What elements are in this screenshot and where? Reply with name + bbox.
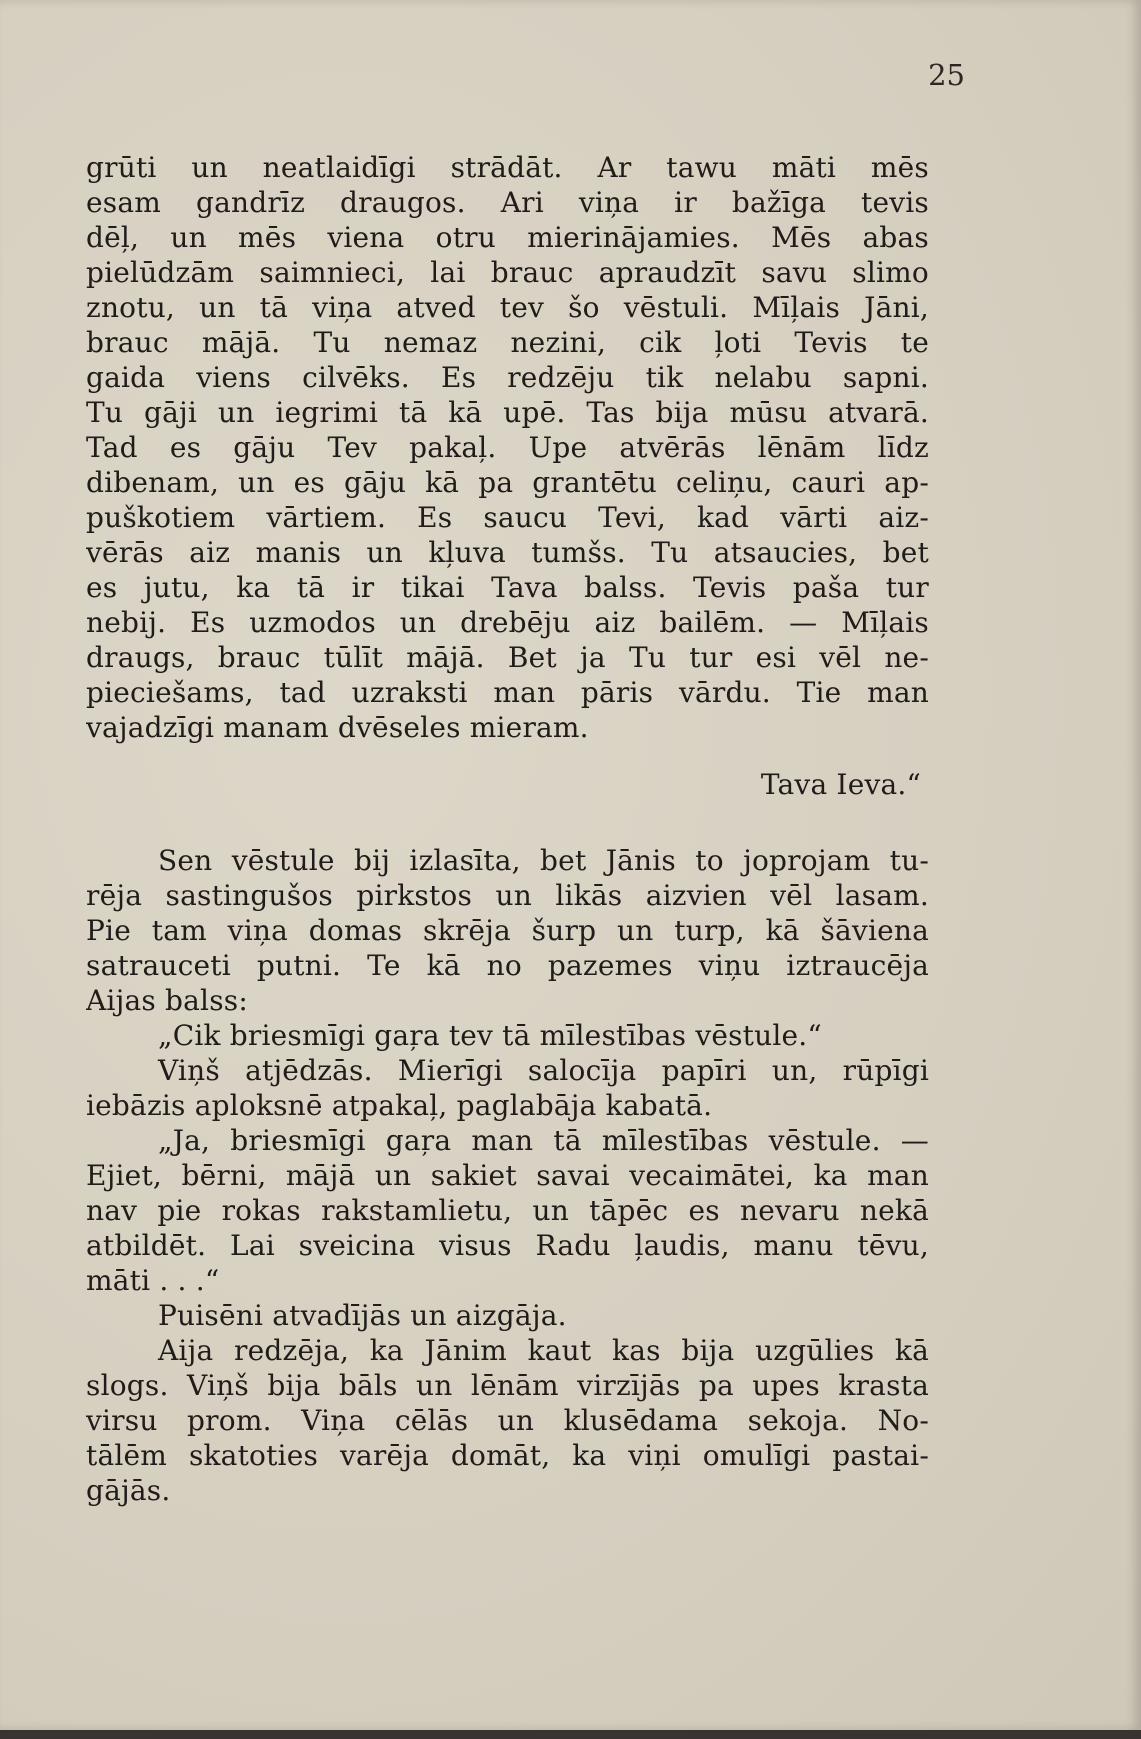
letter-line: gaida viens cilvēks. Es redzēju tik nelabu sapni. xyxy=(86,361,929,394)
paragraph-line: māti . . .“ xyxy=(86,1264,220,1297)
paragraph-line: rēja sastingušos pirkstos un likās aizvien vēl lasam. xyxy=(86,879,929,912)
letter-line: grūti un neatlaidīgi strādāt. Ar tawu māti mēs xyxy=(86,151,929,184)
letter-line: es jutu, ka tā ir tikai Tava balss. Tevis paša tur xyxy=(86,571,929,604)
paragraph-line: virsu prom. Viņa cēlās un klusēdama sekoja. No- xyxy=(86,1404,929,1437)
letter-line: pieciešams, tad uzraksti man pāris vārdu. Tie man xyxy=(86,676,929,709)
letter-line: dibenam, un es gāju kā pa grantētu celiņu, cauri ap- xyxy=(86,466,929,499)
paragraph-line: gājās. xyxy=(86,1474,171,1507)
letter-line: brauc mājā. Tu nemaz nezini, cik ļoti Tevis te xyxy=(86,326,929,359)
paragraph-line: „Ja, briesmīgi gaŗa man tā mīlestības vēstule. — xyxy=(158,1124,929,1157)
letter-line: dēļ, un mēs viena otru mierinājamies. Mēs abas xyxy=(86,221,929,254)
paragraph-line: nav pie rokas rakstamlietu, un tāpēc es nevaru nekā xyxy=(86,1194,929,1227)
letter-line: Tu gāji un iegrimi tā kā upē. Tas bija mūsu atvarā. xyxy=(86,396,929,429)
paragraph-line: slogs. Viņš bija bāls un lēnām virzījās pa upes krasta xyxy=(86,1369,929,1402)
paragraph-line: „Cik briesmīgi gaŗa tev tā mīlestības vēstule.“ xyxy=(158,1019,822,1052)
paragraph-line: satrauceti putni. Te kā no pazemes viņu iztraucēja xyxy=(86,949,929,982)
paragraph-line: Aija redzēja, ka Jānim kaut kas bija uzgūlies kā xyxy=(158,1334,929,1367)
letter-line: nebij. Es uzmodos un drebēju aiz bailēm. — Mīļais xyxy=(86,606,929,639)
letter-line: vajadzīgi manam dvēseles mieram. xyxy=(86,711,589,744)
paragraph-line: Sen vēstule bij izlasīta, bet Jānis to joprojam tu- xyxy=(158,844,929,877)
paragraph-line: Aijas balss: xyxy=(86,984,248,1017)
paragraph-line: atbildēt. Lai sveicina visus Radu ļaudis, manu tēvu, xyxy=(86,1229,929,1262)
paragraph-line: Viņš atjēdzās. Mierīgi salocīja papīri un, rūpīgi xyxy=(158,1054,929,1087)
letter-text xyxy=(86,150,929,802)
letter-signature: Tava Ieva.“ xyxy=(760,768,921,801)
letter-line: vērās aiz manis un kļuva tumšs. Tu atsaucies, bet xyxy=(86,536,929,569)
letter-line: esam gandrīz draugos. Ari viņa ir bažīga tevis xyxy=(86,186,929,219)
letter-line: Tad es gāju Tev pakaļ. Upe atvērās lēnām līdz xyxy=(86,431,929,464)
letter-line: znotu, un tā viņa atved tev šo vēstuli. Mīļais Jāni, xyxy=(86,291,929,324)
paragraph-line: tālēm skatoties varēja domāt, ka viņi omulīgi pastai- xyxy=(86,1439,929,1472)
letter-line: draugs, brauc tūlīt mājā. Bet ja Tu tur esi vēl ne- xyxy=(86,641,929,674)
letter-line: puškotiem vārtiem. Es saucu Tevi, kad vārti aiz- xyxy=(86,501,929,534)
paragraph-line: Pie tam viņa domas skrēja šurp un turp, kā šāviena xyxy=(86,914,929,947)
paragraph-line: Ejiet, bērni, mājā un sakiet savai vecaimātei, ka man xyxy=(86,1159,929,1192)
page-bottom-edge xyxy=(0,1730,1141,1739)
paragraph-line: Puisēni atvadījās un aizgāja. xyxy=(158,1299,567,1332)
narrative-text xyxy=(86,843,929,1508)
page-number: 25 xyxy=(928,58,965,92)
letter-line: pielūdzām saimnieci, lai brauc apraudzīt savu slimo xyxy=(86,256,929,289)
paragraph-line: iebāzis aploksnē atpakaļ, paglabāja kabatā. xyxy=(86,1089,713,1122)
